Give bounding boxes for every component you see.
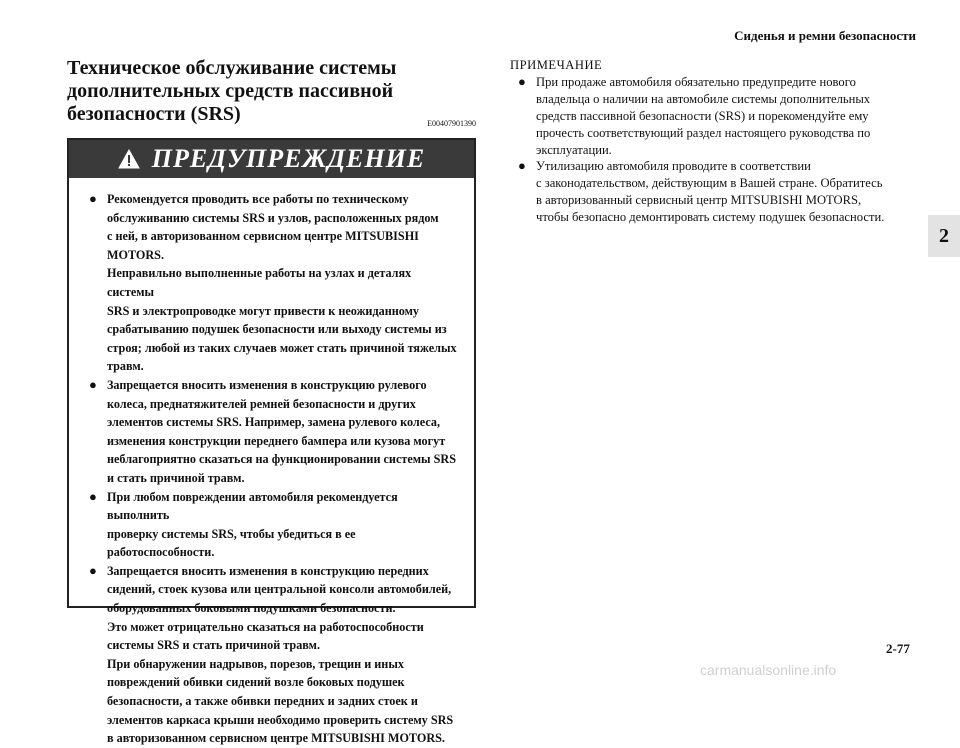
bullet-icon: ● — [89, 562, 97, 578]
note-item — [510, 74, 930, 159]
note-text: Утилизацию автомобиля проводите в соответствии с законодательством, действующим в Вашей стране. Обратитесь в авторизованный сервисный центр MITSUBISHI MOTORS, чтобы безопасно демонтировать систему подушек безопасности. — [536, 159, 885, 225]
warning-box — [67, 138, 476, 746]
warning-header — [69, 140, 474, 178]
warning-text: Запрещается вносить изменения в конструкцию рулевого колеса, преднатяжителей ремней безопасности и других элементов системы SRS. Например, замена рулевого колеса, изменения конструкции переднего бампера или кузова могут неблагоприятно сказаться на функционировании системы SRS и стать причиной травм. — [107, 377, 456, 485]
bullet-icon: ● — [89, 376, 97, 392]
warning-item — [89, 190, 460, 376]
warning-text: При любом повреждении автомобиля рекомендуется выполнить проверку системы SRS, чтобы убедиться в ее работоспособности. — [107, 489, 398, 560]
bullet-icon: ● — [89, 488, 97, 504]
warning-text: Запрещается вносить изменения в конструкцию передних сидений, стоек кузова или центральной консоли автомобилей, оборудованных боковыми подушками безопасности. Это может отрицательно сказаться на работоспособности системы SRS и стать причиной травм. При обнаружении надрывов, порезов, трещин и иных повреждений обивки сидений возле боковых подушек безопасности, а также обивки передних и задних стоек и элементов каркаса крыши необходимо проверить систему SRS в авторизованном сервисном центре MITSUBISHI MOTORS. — [107, 563, 454, 746]
bullet-icon: ● — [518, 73, 526, 89]
page-title: Техническое обслуживание системы дополнительных средств пассивной безопасности (SRS) — [67, 57, 397, 125]
page-number: 2-77 — [886, 641, 910, 656]
watermark: carmanualsonline.info — [700, 662, 837, 678]
warning-item — [89, 488, 460, 562]
chapter-tab: 2 — [928, 215, 960, 257]
document-code: E00407901390 — [427, 119, 476, 128]
warning-triangle-icon — [118, 149, 140, 169]
bullet-icon: ● — [89, 191, 97, 206]
warning-title: ПРЕДУПРЕЖДЕНИЕ — [151, 144, 426, 173]
note-title: ПРИМЕЧАНИЕ — [510, 58, 603, 72]
section-header: Сиденья и ремни безопасности — [734, 28, 916, 43]
note-section — [510, 57, 930, 226]
note-text: При продаже автомобиля обязательно предупредите нового владельца о наличии на автомобиле системы дополнительных средств пассивной безопасности (SRS) и порекомендуйте ему прочесть соответствующий раздел настоящего руководства по эксплуатации. — [536, 74, 871, 157]
note-item — [510, 158, 930, 226]
warning-text: Рекомендуется проводить все работы по техническому обслуживанию системы SRS и узлов, расположенных рядом с ней, в авторизованном сервисном центре MITSUBISHI MOTORS. Неправильно выполненные работы на узлах и деталях системы SRS и электропроводке могут привести к неожиданному срабатыванию подушек безопасности или выходу системы из строя; любой из таких случаев может стать причиной тяжелых травм. — [107, 192, 457, 374]
warning-list — [69, 178, 474, 748]
warning-item — [89, 376, 460, 488]
bullet-icon: ● — [518, 158, 526, 174]
warning-item — [89, 562, 460, 748]
